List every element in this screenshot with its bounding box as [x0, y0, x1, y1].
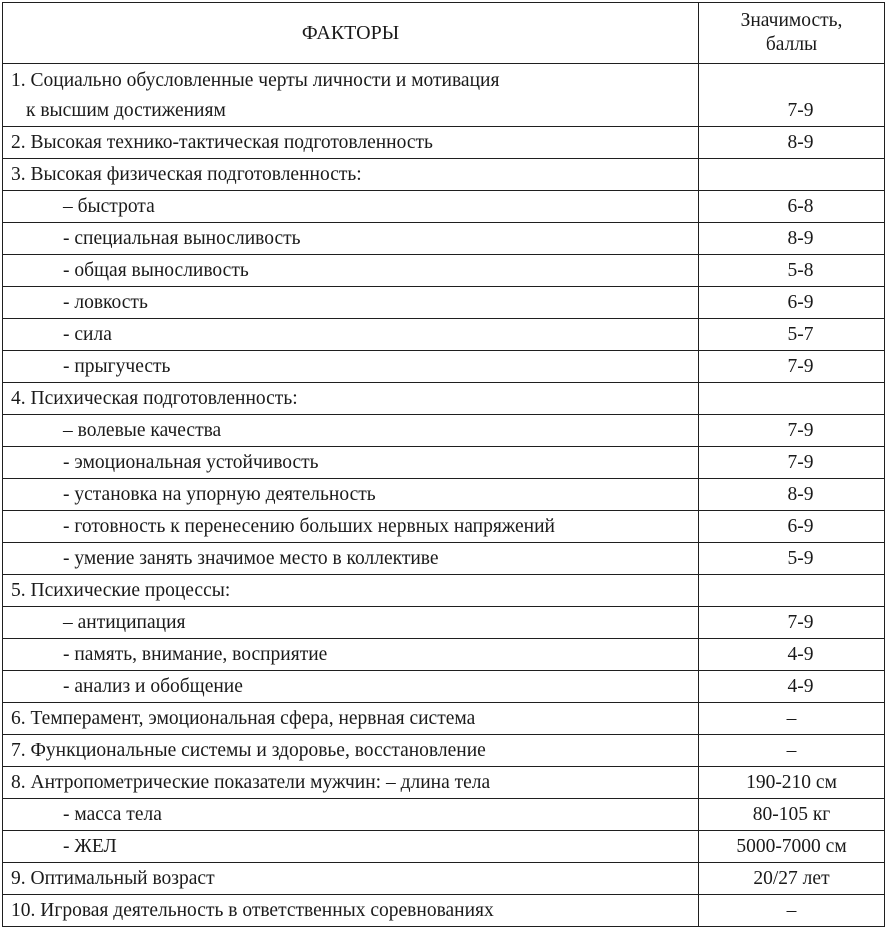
- table-row: [3, 415, 885, 447]
- table-row: [3, 287, 885, 319]
- score-cell: 80-105 кг: [699, 799, 885, 831]
- score-cell: –: [699, 895, 885, 927]
- table-row: [3, 319, 885, 351]
- score-cell: [699, 383, 885, 415]
- score-cell: 5-8: [699, 255, 885, 287]
- factor-cell: - масса тела: [3, 799, 699, 831]
- score-header-line2: баллы: [765, 34, 818, 55]
- table-row: [3, 543, 885, 575]
- score-header-line1: Значимость,: [740, 10, 843, 31]
- score-cell: 6-9: [699, 511, 885, 543]
- factor-cell: 9. Оптимальный возраст: [3, 863, 699, 895]
- table-row: [3, 255, 885, 287]
- factor-cell: 6. Темперамент, эмоциональная сфера, нервная система: [3, 703, 699, 735]
- factor-cell: 10. Игровая деятельность в ответственных соревнованиях: [3, 895, 699, 927]
- factor-cell: – антиципация: [3, 607, 699, 639]
- table-row: [3, 767, 885, 799]
- score-cell: 7-9: [699, 351, 885, 383]
- factor-cell: 4. Психическая подготовленность:: [3, 383, 699, 415]
- score-cell: 20/27 лет: [699, 863, 885, 895]
- table-row: [3, 639, 885, 671]
- table-row: [3, 799, 885, 831]
- factor-cell: 3. Высокая физическая подготовленность:: [3, 159, 699, 191]
- table-row: [3, 735, 885, 767]
- factor-cell: - специальная выносливость: [3, 223, 699, 255]
- score-cell: 8-9: [699, 479, 885, 511]
- factor-cell: - ЖЕЛ: [3, 831, 699, 863]
- factors-table: [2, 2, 885, 927]
- table-row: [3, 479, 885, 511]
- factor-cell: - ловкость: [3, 287, 699, 319]
- factor-cell: - прыгучесть: [3, 351, 699, 383]
- table-row: [3, 64, 885, 127]
- score-cell: 7-9: [699, 64, 885, 127]
- score-cell: 8-9: [699, 127, 885, 159]
- score-cell: 5-7: [699, 319, 885, 351]
- table-row: [3, 351, 885, 383]
- score-cell: 6-8: [699, 191, 885, 223]
- score-cell: 4-9: [699, 639, 885, 671]
- factor-cell: - анализ и обобщение: [3, 671, 699, 703]
- score-cell: 6-9: [699, 287, 885, 319]
- table-row: [3, 575, 885, 607]
- factor-cell: - готовность к перенесению больших нервных напряжений: [3, 511, 699, 543]
- table-header-row: [3, 3, 885, 64]
- factor-cell: – быстрота: [3, 191, 699, 223]
- factor-cell: 5. Психические процессы:: [3, 575, 699, 607]
- table-row: [3, 223, 885, 255]
- factors-column-header: ФАКТОРЫ: [3, 3, 699, 64]
- factor-cell: [3, 64, 699, 127]
- table-row: [3, 191, 885, 223]
- score-cell: 7-9: [699, 607, 885, 639]
- score-cell: 4-9: [699, 671, 885, 703]
- factors-table-container: [2, 2, 884, 921]
- table-row: [3, 831, 885, 863]
- table-row: [3, 511, 885, 543]
- table-row: [3, 447, 885, 479]
- score-column-header: [699, 3, 885, 64]
- table-row: [3, 671, 885, 703]
- factor-line1: 1. Социально обусловленные черты личности и мотивация: [11, 70, 500, 91]
- score-cell: 190-210 см: [699, 767, 885, 799]
- factor-cell: 2. Высокая технико-тактическая подготовленность: [3, 127, 699, 159]
- factor-cell: 8. Антропометрические показатели мужчин: – длина тела: [3, 767, 699, 799]
- table-row: [3, 159, 885, 191]
- score-cell: 5-9: [699, 543, 885, 575]
- table-row: [3, 895, 885, 927]
- score-cell: 7-9: [699, 447, 885, 479]
- factor-line2: к высшим достижениям: [26, 100, 226, 121]
- table-row: [3, 127, 885, 159]
- score-cell: [699, 159, 885, 191]
- factor-cell: – волевые качества: [3, 415, 699, 447]
- factor-cell: - память, внимание, восприятие: [3, 639, 699, 671]
- factor-cell: - сила: [3, 319, 699, 351]
- table-row: [3, 607, 885, 639]
- score-cell: 5000-7000 см: [699, 831, 885, 863]
- score-cell: 8-9: [699, 223, 885, 255]
- factor-cell: - эмоциональная устойчивость: [3, 447, 699, 479]
- factor-cell: - общая выносливость: [3, 255, 699, 287]
- factor-cell: - умение занять значимое место в коллективе: [3, 543, 699, 575]
- score-cell: 7-9: [699, 415, 885, 447]
- score-cell: [699, 575, 885, 607]
- table-row: [3, 703, 885, 735]
- table-row: [3, 383, 885, 415]
- table-row: [3, 863, 885, 895]
- factor-cell: - установка на упорную деятельность: [3, 479, 699, 511]
- factor-cell: 7. Функциональные системы и здоровье, восстановление: [3, 735, 699, 767]
- score-cell: –: [699, 735, 885, 767]
- score-cell: –: [699, 703, 885, 735]
